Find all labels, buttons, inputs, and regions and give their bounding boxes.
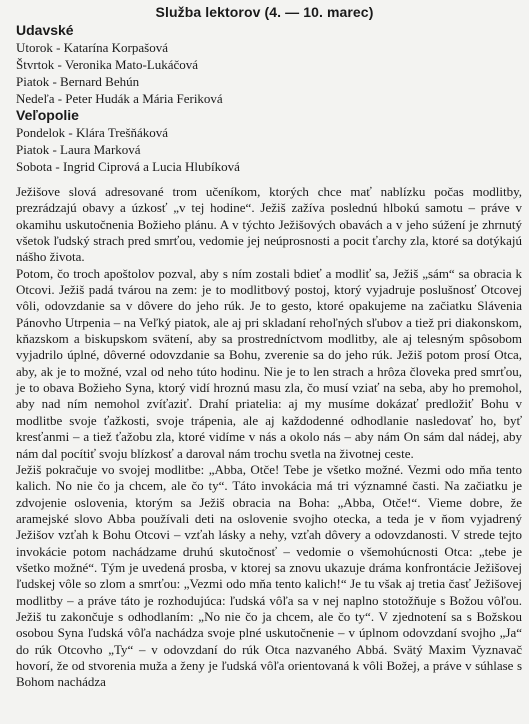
article-paragraph: Ježiš pokračuje vo svojej modlitbe: „Abba, Otče! Tebe je všetko možné. Vezmi odo mňa tento kalich. No nie čo ja chcem, ale čo ty“. Táto invokácia má tri významné časti. Na začiatku je zdvojenie oslovenia, ktorým sa Ježiš obracia na Boha: „Abba, Otče!“. Vieme dobre, že aramejské slovo Abba používali deti na oslovenie svojho otecka, a teda je v ňom vyjadrený Ježišov vzťah k Bohu Otcovi – vzťah lásky a nehy, vzťah dôvery a odovzdanosti. V strede tejto invokácie potom nachádzame druhú skutočnosť – vedomie o všemohúcnosti Otca: „tebe je všetko možné“. Tým je uvedená prosba, v ktorej sa znovu ukazuje dráma konfrontácie Ježišovej ľudskej vôle so zlom a smrťou: „Vezmi odo mňa tento kalich!“ Je tu však aj tretia časť Ježišovej modlitby – a práve táto je rozhodujúca: ľudská vôľa sa v nej naplno stotožňuje s Božou vôľou. Ježiš tu zakončuje s odhodlaním: „No nie čo ja chcem, ale čo ty“. V zjednotení sa s Božskou osobou Syna ľudská vôľa nachádza svoje plné uskutočnenie – v úplnom odovzdaní svojho „Ja“ do rúk Otcovho „Ty“ – v odovzdaní do rúk Otca nazvaného Abbá. Svätý Maxim Vyznavač hovorí, že od stvorenia muža a ženy je ľudská vôľa orientovaná k vôli Božej, a práve v súhlase s Bohom nachádza bbox=[16, 461, 522, 690]
article-paragraph: Ježišove slová adresované trom učeníkom, ktorých chce mať nablízku počas modlitby, prezrádzajú obavy a úzkosť „v tej hodine“. Ježiš zažíva poslednú hlbokú samotu – práve v okamihu uskutočnenia Božieho plánu. A v týchto Ježišových obavách a v jeho súžení je zhrnutý všetok ľudský strach pred smrťou, vedomie jej neúprosnosti a pocit ťarchy zla, ktoré sa dotýkajú nášho života. bbox=[16, 184, 522, 265]
schedule-place: Veľopolie bbox=[16, 107, 79, 123]
schedule-entry: Pondelok - Klára Trešňáková bbox=[16, 125, 169, 140]
article-body bbox=[16, 184, 522, 691]
schedule-entry: Štvrtok - Veronika Mato-Lukáčová bbox=[16, 57, 199, 72]
schedule-entry: Sobota - Ingrid Ciprová a Lucia Hlubíková bbox=[16, 159, 240, 174]
schedule-group-udavske bbox=[16, 22, 416, 107]
page-title: Služba lektorov (4. — 10. marec) bbox=[155, 4, 374, 20]
schedule-group-velopolie bbox=[16, 107, 416, 175]
schedule-place: Udavské bbox=[16, 22, 74, 38]
schedule-entry: Nedeľa - Peter Hudák a Mária Feriková bbox=[16, 91, 223, 106]
schedule-entry: Utorok - Katarína Korpašová bbox=[16, 40, 168, 55]
schedule-entry: Piatok - Bernard Behún bbox=[16, 74, 140, 89]
article-paragraph: Potom, čo troch apoštolov pozval, aby s ním zostali bdieť a modliť sa, Ježiš „sám“ sa obracia k Otcovi. Ježiš padá tvárou na zem: je to modlitbový postoj, ktorý vyjadruje poslušnosť Otcovej vôli, odovzdanie sa v dôvere do jeho rúk. Je to gesto, ktoré opakujeme na začiatku Slávenia Pánovho Utrpenia – na Veľký piatok, ale aj pri skladaní rehoľných sľubov a tiež pri diakonskom, kňazskom a biskupskom svätení, aby sa prostredníctvom modlitby, ale aj telesným spôsobom vyjadrilo úplné, dôverné odovzdanie sa Bohu, zverenie sa do jeho rúk. Ježiš potom prosí Otca, aby, ak je to možné, vzal od neho túto hodinu. Nie je to len strach a hrôza človeka pred smrťou, je to obava Božieho Syna, ktorý vidí hroznú masu zla, čo musí vziať na seba, aby ho premohol, aby nad ním nemohol zvíťaziť. Drahí priatelia: aj my musíme dokázať predložiť Bohu v modlitbe svoje ťažkosti, svoje trápenia, ale aj každodenné odhodlanie nasledovať ho, byť kresťanmi – a tiež ťažobu zla, ktoré vidíme v nás a okolo nás – aby nám On sám dal nádej, aby nám dal pocítiť svoju blízkosť a daroval nám trochu svetla na životnej ceste. bbox=[16, 265, 522, 461]
schedule-entry: Piatok - Laura Marková bbox=[16, 142, 141, 157]
lector-schedule bbox=[16, 22, 416, 175]
